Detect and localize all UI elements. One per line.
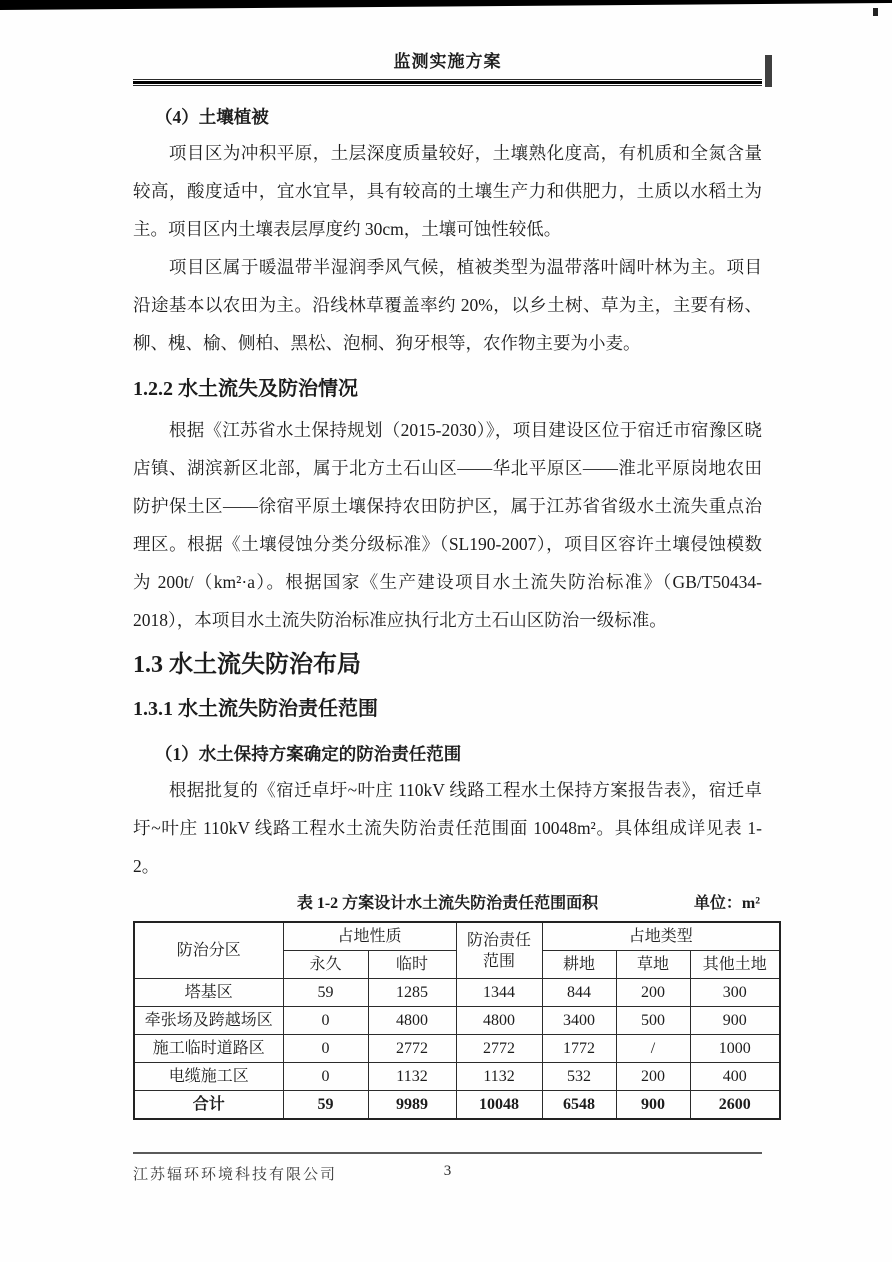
cell-scope: 1344 xyxy=(456,979,542,1007)
cell-zone: 牵张场及跨越场区 xyxy=(134,1007,283,1035)
cell-total-temporary: 9989 xyxy=(368,1091,456,1120)
header-title: 监测实施方案 xyxy=(393,52,502,71)
heading-1-2-2: 1.2.2 水土流失及防治情况 xyxy=(133,378,358,400)
cell-total-grassland: 900 xyxy=(616,1091,690,1120)
th-group-land-nature: 占地性质 xyxy=(283,922,456,951)
heading-soil-vegetation: （4）土壤植被 xyxy=(155,107,269,127)
header-rule xyxy=(133,79,762,86)
cell-scope: 4800 xyxy=(456,1007,542,1035)
page-header xyxy=(133,50,762,86)
cell-other: 1000 xyxy=(690,1035,780,1063)
cell-permanent: 0 xyxy=(283,1063,368,1091)
page-footer xyxy=(133,1152,762,1184)
th-other-land: 其他土地 xyxy=(690,951,780,979)
table-unit-label: 单位：m² xyxy=(693,895,760,912)
header-rule-thin-bottom xyxy=(133,85,762,86)
footer-page-number: 3 xyxy=(443,1163,452,1179)
table-header-row-1 xyxy=(134,922,780,951)
th-responsibility-scope: 防治责任 范围 xyxy=(456,922,542,979)
header-rule-thin-top xyxy=(133,79,762,80)
cell-total-other: 2600 xyxy=(690,1091,780,1120)
cell-farmland: 3400 xyxy=(542,1007,616,1035)
cell-zone: 施工临时道路区 xyxy=(134,1035,283,1063)
cell-permanent: 0 xyxy=(283,1035,368,1063)
heading-scope-1: （1）水土保持方案确定的防治责任范围 xyxy=(155,744,462,764)
table-row xyxy=(134,1007,780,1035)
paragraph-vegetation-description: 项目区属于暖温带半湿润季风气候，植被类型为温带落叶阔叶林为主。项目沿途基本以农田为主。沿线林草覆盖率约 20%，以乡土树、草为主，主要有杨、柳、槐、榆、侧柏、黑松、泡桐、狗牙根等，农作物主要为小麦。 xyxy=(133,257,762,353)
cell-other: 900 xyxy=(690,1007,780,1035)
th-temporary: 临时 xyxy=(368,951,456,979)
paragraph-erosion-status: 根据《江苏省水土保持规划（2015-2030）》，项目建设区位于宿迁市宿豫区晓店镇、湖滨新区北部，属于北方土石山区——华北平原区——淮北平原岗地农田防护保土区——徐宿平原土壤保持农田防护区，属于江苏省省级水土流失重点治理区。根据《土壤侵蚀分类分级标准》（SL190-2007），项目区容许土壤侵蚀模数为 200t/（km²·a）。根据国家《生产建设项目水土流失防治标准》（GB/T50434-2018），本项目水土流失防治标准应执行北方土石山区防治一级标准。 xyxy=(133,420,762,630)
table-row xyxy=(134,979,780,1007)
cell-permanent: 0 xyxy=(283,1007,368,1035)
cell-total-farmland: 6548 xyxy=(542,1091,616,1120)
cell-total-permanent: 59 xyxy=(283,1091,368,1120)
cell-other: 300 xyxy=(690,979,780,1007)
footer-company: 江苏辐环环境科技有限公司 xyxy=(133,1167,338,1183)
table-row xyxy=(134,1063,780,1091)
table-row xyxy=(134,1035,780,1063)
th-farmland: 耕地 xyxy=(542,951,616,979)
cell-farmland: 844 xyxy=(542,979,616,1007)
cell-temporary: 2772 xyxy=(368,1035,456,1063)
cell-scope: 1132 xyxy=(456,1063,542,1091)
cell-scope: 2772 xyxy=(456,1035,542,1063)
cell-other: 400 xyxy=(690,1063,780,1091)
cell-farmland: 1772 xyxy=(542,1035,616,1063)
heading-1-3-1: 1.3.1 水土流失防治责任范围 xyxy=(133,698,378,720)
cell-temporary: 1285 xyxy=(368,979,456,1007)
cell-zone: 塔基区 xyxy=(134,979,283,1007)
cell-temporary: 1132 xyxy=(368,1063,456,1091)
heading-1-3: 1.3 水土流失防治布局 xyxy=(133,652,361,678)
header-rule-endcap xyxy=(765,55,772,87)
cell-grassland: / xyxy=(616,1035,690,1063)
paragraph-scope-description: 根据批复的《宿迁卓圩~叶庄 110kV 线路工程水土保持方案报告表》，宿迁卓圩~叶庄 110kV 线路工程水土流失防治责任范围面 10048m²。具体组成详见表 1-2。 xyxy=(133,780,762,876)
cell-total-label: 合计 xyxy=(134,1091,283,1120)
table-title: 表 1-2 方案设计水土流失防治责任范围面积 xyxy=(296,895,599,912)
scan-artifact-tick xyxy=(873,8,878,16)
paragraph-soil-description: 项目区为冲积平原，土层深度质量较好，土壤熟化度高，有机质和全氮含量较高，酸度适中，宜水宜旱，具有较高的土壤生产力和供肥力，土质以水稻土为主。项目区内土壤表层厚度约 30cm，土壤可蚀性较低。 xyxy=(133,143,762,239)
cell-zone: 电缆施工区 xyxy=(134,1063,283,1091)
th-zone: 防治分区 xyxy=(134,922,283,979)
header-rule-thick xyxy=(133,81,762,84)
cell-temporary: 4800 xyxy=(368,1007,456,1035)
cell-total-scope: 10048 xyxy=(456,1091,542,1120)
th-grassland: 草地 xyxy=(616,951,690,979)
table-caption xyxy=(133,893,762,915)
cell-grassland: 500 xyxy=(616,1007,690,1035)
table-1-2 xyxy=(133,921,781,1120)
cell-farmland: 532 xyxy=(542,1063,616,1091)
cell-grassland: 200 xyxy=(616,1063,690,1091)
cell-grassland: 200 xyxy=(616,979,690,1007)
th-group-land-type: 占地类型 xyxy=(542,922,780,951)
cell-permanent: 59 xyxy=(283,979,368,1007)
table-total-row xyxy=(134,1091,780,1120)
th-permanent: 永久 xyxy=(283,951,368,979)
